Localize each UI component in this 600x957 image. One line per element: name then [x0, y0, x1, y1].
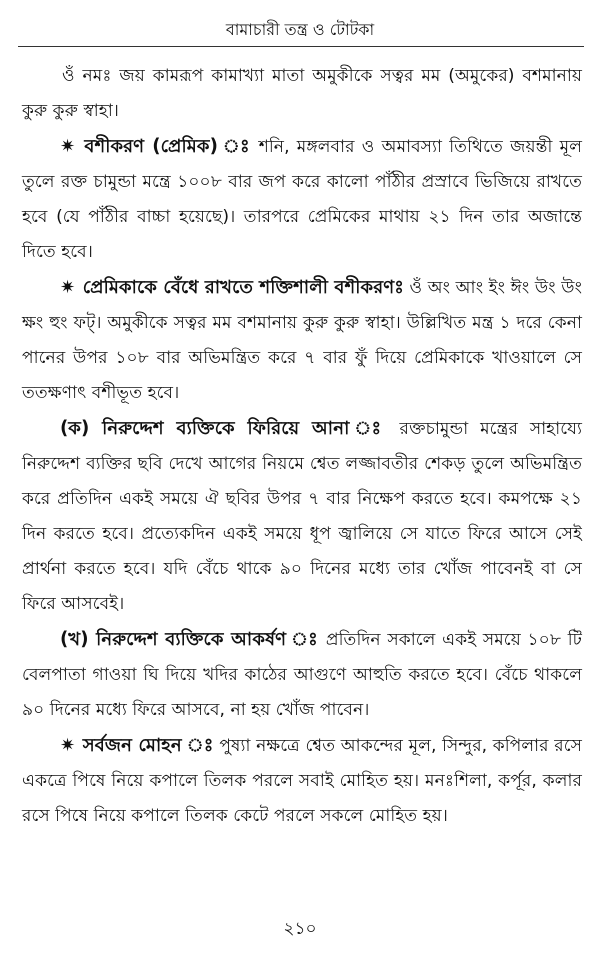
paragraph-mantra	[22, 58, 582, 129]
paragraph-text: শনি, মঙ্গলবার ও অমাবস্যা তিথিতে জয়ন্তী মূল তুলে রক্ত চামুন্ডা মন্ত্রে ১০০৮ বার জপ করে কালো পাঁঠীর প্রস্রাবে ভিজিয়ে রাখতে হবে (যে পাঁঠীর বাচ্চা হয়েছে)। তারপরে প্রেমিকের মাথায় ২১ দিন তার অজান্তে দিতে হবে।	[22, 137, 583, 262]
paragraph-niruddesh-akarshan	[22, 622, 582, 728]
paragraph-text: পুষ্যা নক্ষত্রে শ্বেত আকন্দের মূল, সিন্দুর, কপিলার রসে একত্রে পিষে নিয়ে কপালে তিলক পরলে সবাই মোহিত হয়। মনঃশিলা, কর্পূর, কলার রসে পিষে নিয়ে কপালে তিলক কেটে পরলে সকলে মোহিত হয়।	[22, 736, 582, 826]
page-number: ২১০	[283, 919, 317, 939]
paragraph-text: ওঁ অং আং ইং ঈং উং উং ক্ষং হুং ফট্। অমুকীকে সত্বর মম বশমানায় কুরু কুরু স্বাহা। উল্লিখিত মন্ত্র ১ দরে কেনা পানের উপর ১০৮ বার অভিমন্ত্রিত করে ৭ বার ফুঁ দিয়ে প্রেমিকাকে খাওয়ালে সে ততক্ষণাৎ বশীভূত হবে।	[22, 278, 582, 403]
paragraph-niruddesh-firiye-ana	[22, 411, 582, 622]
header-rule	[18, 46, 584, 47]
running-header: বামাচারী তন্ত্র ও টোটকা	[225, 20, 375, 39]
section-heading: বশীকরণ (প্রেমিক) ঃ	[84, 136, 252, 157]
star-bullet-icon: ✷	[60, 136, 76, 157]
star-bullet-icon: ✷	[60, 735, 76, 756]
section-heading: সর্বজন মোহন ঃ	[82, 735, 214, 756]
paragraph-text: রক্তচামুন্ডা মন্ত্রের সাহায্যে নিরুদ্দেশ ব্যক্তির ছবি দেখে আগের নিয়মে শ্বেত লজ্জাবতীর শেকড় তুলে অভিমন্ত্রিত করে প্রতিদিন একই সময়ে ঐ ছবির উপর ৭ বার নিক্ষেপ করতে হবে। কমপক্ষে ২১ দিন করতে হবে। প্রত্যেকদিন একই সময়ে ধূপ জ্বালিয়ে সে যাতে ফিরে আসে সেই প্রার্থনা করতে হবে। যদি বেঁচে থাকে ৯০ দিনের মধ্যে তার খোঁজ পাবেনই বা সে ফিরে আসবেই।	[22, 419, 582, 614]
paragraph-boshikoron-premik	[22, 129, 582, 270]
star-bullet-icon: ✷	[60, 277, 76, 298]
section-heading: প্রেমিকাকে বেঁধে রাখতে শক্তিশালী বশীকরণঃ	[82, 277, 404, 298]
paragraph-sarbajan-mohan	[22, 728, 582, 834]
section-heading: (ক) নিরুদ্দেশ ব্যক্তিকে ফিরিয়ে আনা ঃ	[60, 418, 388, 439]
paragraph-premika-boshikoron	[22, 270, 582, 411]
paragraph-text: ওঁ নমঃ জয় কামরূপ কামাখ্যা মাতা অমুকীকে সত্বর মম (অমুকের) বশমানায় কুরু কুরু স্বাহা।	[22, 66, 582, 121]
paragraph-text: প্রতিদিন সকালে একই সময়ে ১০৮ টি বেলপাতা গাওয়া ঘি দিয়ে খদির কাঠের আগুণে আহুতি করতে হবে। বেঁচে থাকলে ৯০ দিনের মধ্যে ফিরে আসবে, না হয় খোঁজ পাবেন।	[22, 630, 582, 720]
page-body	[22, 58, 582, 834]
section-heading: (খ) নিরুদ্দেশ ব্যক্তিকে আকর্ষণ ঃ	[60, 629, 320, 650]
